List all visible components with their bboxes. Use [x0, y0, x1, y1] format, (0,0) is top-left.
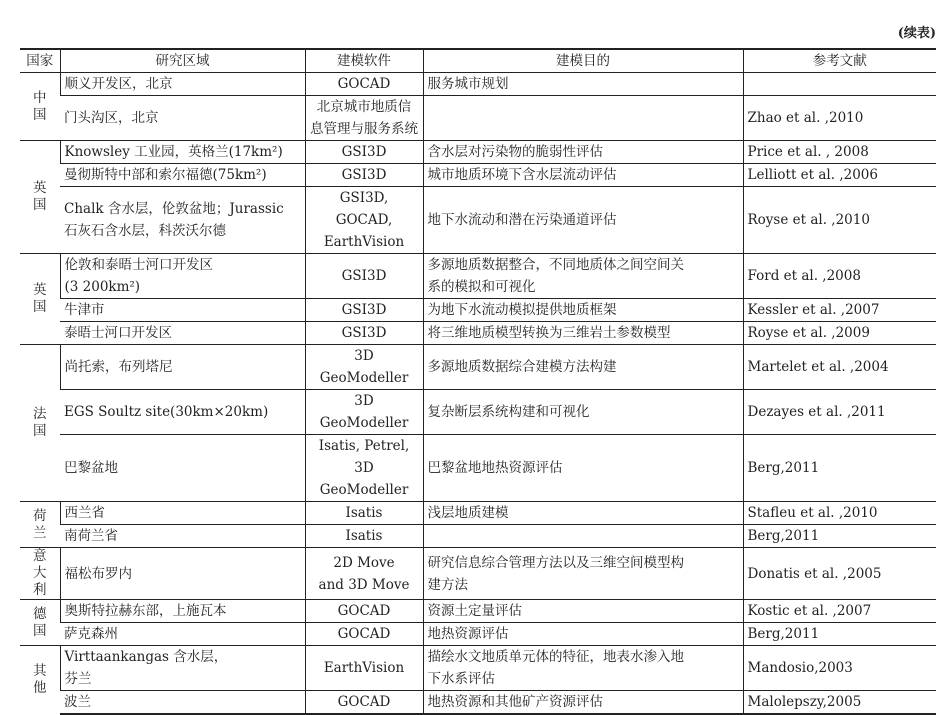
purpose-cell: 浅层地质建模: [423, 502, 743, 525]
country-cell: 意 大 利: [20, 548, 60, 600]
purpose-cell: 描绘水文地质单元体的特征，地表水渗入地 下水系评估: [423, 646, 743, 691]
purpose-cell: 为地下水流动模拟提供地质框架: [423, 299, 743, 322]
purpose-cell: 巴黎盆地地热资源评估: [423, 435, 743, 502]
table-row: [20, 548, 936, 600]
table-row: [20, 164, 936, 187]
purpose-cell: 资源土定量评估: [423, 600, 743, 623]
purpose-cell: [423, 96, 743, 141]
area-cell: 波兰: [60, 691, 305, 715]
area-cell: 曼彻斯特中部和索尔福德(75km²): [60, 164, 305, 187]
purpose-cell: 城市地质环境下含水层流动评估: [423, 164, 743, 187]
software-cell: GOCAD: [305, 623, 423, 646]
area-cell: 萨克森州: [60, 623, 305, 646]
country-cell: 荷 兰: [20, 502, 60, 548]
software-cell: Isatis, Petrel, 3D GeoModeller: [305, 435, 423, 502]
table-row: [20, 691, 936, 715]
software-cell: Isatis: [305, 525, 423, 548]
country-cell: 德 国: [20, 600, 60, 646]
reference-cell: Berg,2011: [743, 435, 936, 502]
continued-label: (续表): [897, 26, 936, 41]
table-row: [20, 345, 936, 390]
software-cell: GOCAD: [305, 691, 423, 715]
area-cell: 门头沟区，北京: [60, 96, 305, 141]
header-area: 研究区域: [60, 49, 305, 73]
table-row: [20, 299, 936, 322]
purpose-cell: 地热资源评估: [423, 623, 743, 646]
reference-cell: Royse et al. ,2010: [743, 187, 936, 254]
software-cell: 北京城市地质信 息管理与服务系统: [305, 96, 423, 141]
software-cell: GOCAD: [305, 600, 423, 623]
area-cell: EGS Soultz site(30km×20km): [60, 390, 305, 435]
header-country: 国家: [20, 49, 60, 73]
table-row: [20, 141, 936, 164]
header-software: 建模软件: [305, 49, 423, 73]
table-row: [20, 390, 936, 435]
reference-cell: Malolepszy,2005: [743, 691, 936, 715]
software-cell: GSI3D: [305, 322, 423, 345]
area-cell: 奥斯特拉赫东部，上施瓦本: [60, 600, 305, 623]
table-row: [20, 600, 936, 623]
area-cell: Chalk 含水层，伦敦盆地；Jurassic 石灰石含水层，科茨沃尔德: [60, 187, 305, 254]
header-purpose: 建模目的: [423, 49, 743, 73]
modeling-table: [20, 48, 936, 715]
software-cell: GSI3D, GOCAD, EarthVision: [305, 187, 423, 254]
purpose-cell: 含水层对污染物的脆弱性评估: [423, 141, 743, 164]
area-cell: 泰晤士河口开发区: [60, 322, 305, 345]
reference-cell: Mandosio,2003: [743, 646, 936, 691]
table-row: [20, 646, 936, 691]
reference-cell: [743, 73, 936, 96]
purpose-cell: 多源地质数据综合建模方法构建: [423, 345, 743, 390]
table-row: [20, 623, 936, 646]
software-cell: 3D GeoModeller: [305, 390, 423, 435]
table-row: [20, 254, 936, 299]
reference-cell: Donatis et al. ,2005: [743, 548, 936, 600]
reference-cell: Kessler et al. ,2007: [743, 299, 936, 322]
software-cell: 3D GeoModeller: [305, 345, 423, 390]
reference-cell: Ford et al. ,2008: [743, 254, 936, 299]
area-cell: 福松布罗内: [60, 548, 305, 600]
table-row: [20, 322, 936, 345]
header-reference: 参考文献: [743, 49, 936, 73]
software-cell: GSI3D: [305, 299, 423, 322]
software-cell: 2D Move and 3D Move: [305, 548, 423, 600]
purpose-cell: 地下水流动和潜在污染通道评估: [423, 187, 743, 254]
area-cell: 西兰省: [60, 502, 305, 525]
country-cell: 中 国: [20, 73, 60, 141]
country-cell: 英 国: [20, 141, 60, 254]
purpose-cell: 复杂断层系统构建和可视化: [423, 390, 743, 435]
software-cell: EarthVision: [305, 646, 423, 691]
software-cell: GSI3D: [305, 164, 423, 187]
table-row: [20, 96, 936, 141]
country-cell: 英 国: [20, 254, 60, 345]
table-row: [20, 525, 936, 548]
country-cell: 法 国: [20, 345, 60, 502]
area-cell: 尚托索，布列塔尼: [60, 345, 305, 390]
country-cell: 其 他: [20, 646, 60, 715]
reference-cell: Lelliott et al. ,2006: [743, 164, 936, 187]
reference-cell: Price et al. , 2008: [743, 141, 936, 164]
reference-cell: Berg,2011: [743, 525, 936, 548]
area-cell: 顺义开发区，北京: [60, 73, 305, 96]
reference-cell: Berg,2011: [743, 623, 936, 646]
table-row: [20, 435, 936, 502]
header-row: [20, 49, 936, 73]
purpose-cell: 多源地质数据整合，不同地质体之间空间关 系的模拟和可视化: [423, 254, 743, 299]
reference-cell: Royse et al. ,2009: [743, 322, 936, 345]
area-cell: 南荷兰省: [60, 525, 305, 548]
software-cell: GSI3D: [305, 141, 423, 164]
purpose-cell: 研究信息综合管理方法以及三维空间模型构 建方法: [423, 548, 743, 600]
area-cell: Knowsley 工业园，英格兰(17km²): [60, 141, 305, 164]
table-row: [20, 502, 936, 525]
area-cell: 牛津市: [60, 299, 305, 322]
purpose-cell: 服务城市规划: [423, 73, 743, 96]
reference-cell: Zhao et al. ,2010: [743, 96, 936, 141]
area-cell: 伦敦和泰晤士河口开发区 (3 200km²): [60, 254, 305, 299]
software-cell: GOCAD: [305, 73, 423, 96]
area-cell: 巴黎盆地: [60, 435, 305, 502]
software-cell: Isatis: [305, 502, 423, 525]
reference-cell: Kostic et al. ,2007: [743, 600, 936, 623]
table-body: [20, 73, 936, 715]
purpose-cell: 地热资源和其他矿产资源评估: [423, 691, 743, 715]
reference-cell: Martelet et al. ,2004: [743, 345, 936, 390]
table-row: [20, 73, 936, 96]
purpose-cell: 将三维地质模型转换为三维岩土参数模型: [423, 322, 743, 345]
reference-cell: Dezayes et al. ,2011: [743, 390, 936, 435]
table-row: [20, 187, 936, 254]
reference-cell: Stafleu et al. ,2010: [743, 502, 936, 525]
software-cell: GSI3D: [305, 254, 423, 299]
purpose-cell: [423, 525, 743, 548]
area-cell: Virttaankangas 含水层， 芬兰: [60, 646, 305, 691]
